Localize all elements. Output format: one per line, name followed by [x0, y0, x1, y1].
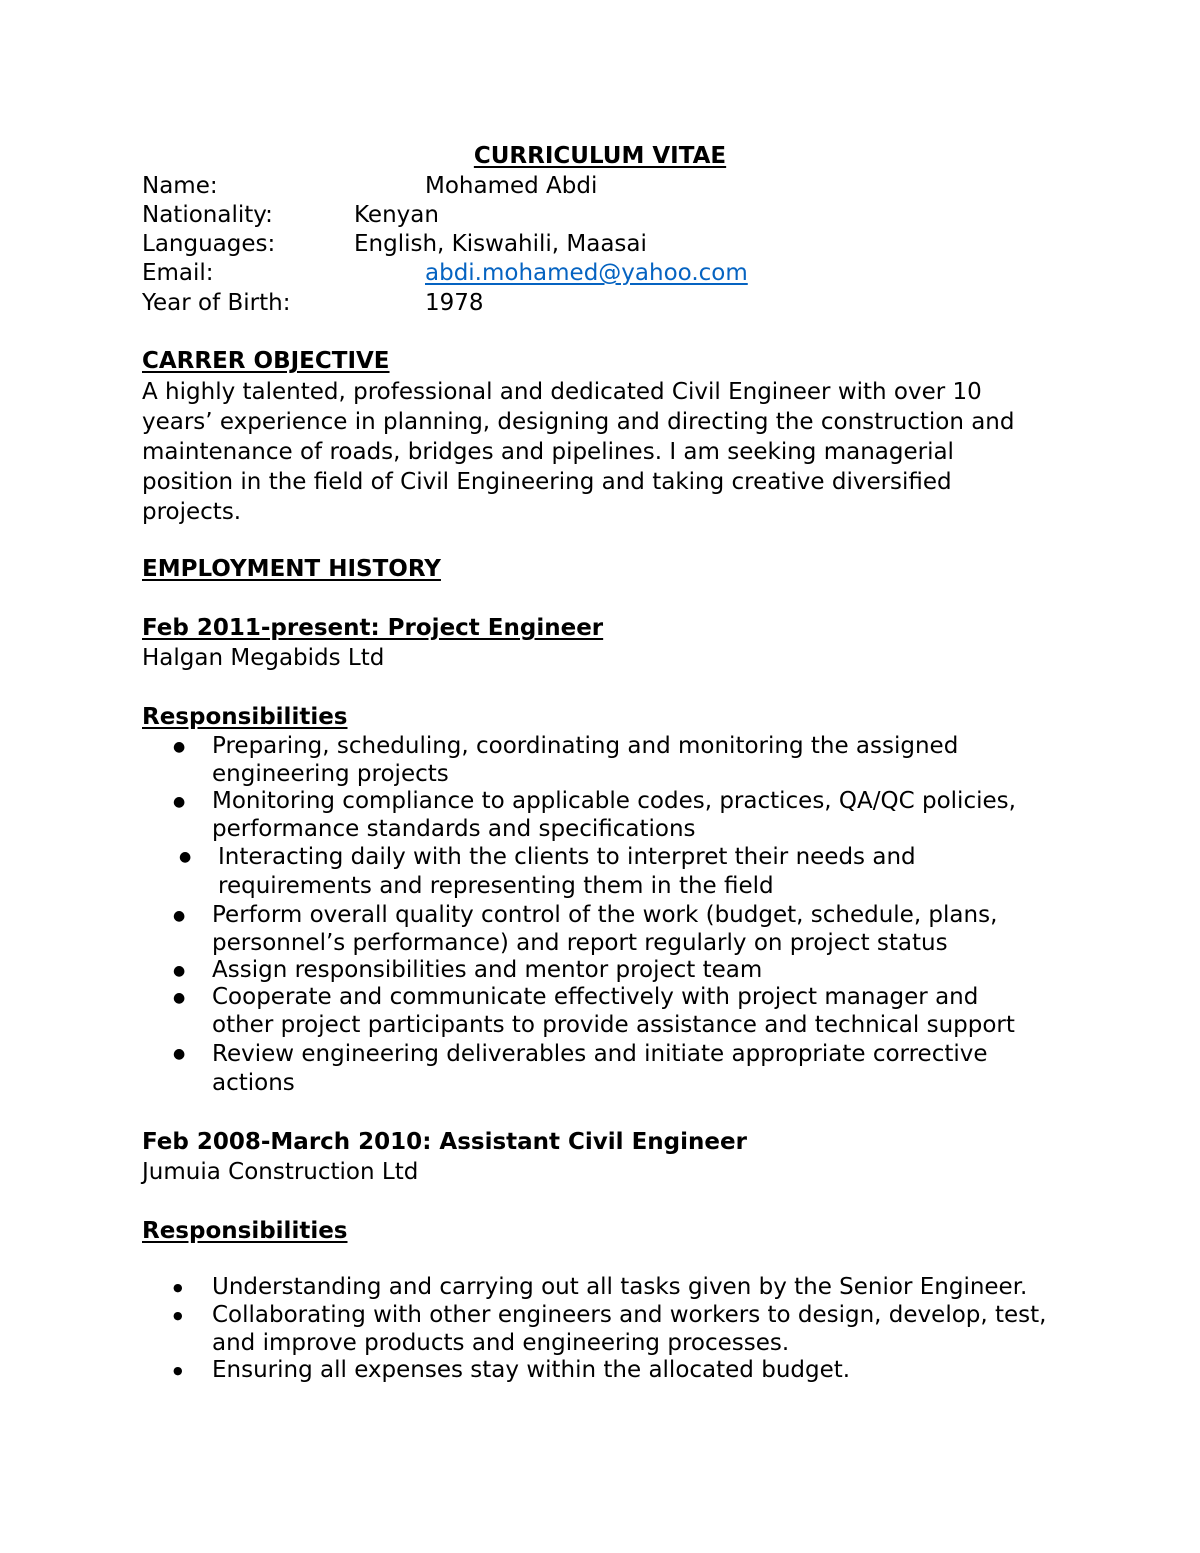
- list-item: [212, 1274, 1027, 1302]
- birth-value: 1978: [425, 290, 484, 316]
- list-item-line: Review engineering deliverables and initiate appropriate corrective: [212, 1041, 988, 1067]
- bullet-icon: ●: [173, 908, 186, 924]
- nationality-value: Kenyan: [354, 202, 439, 228]
- list-item-line: Collaborating with other engineers and workers to design, develop, test,: [212, 1302, 1047, 1328]
- list-item: [212, 788, 1016, 843]
- bullet-icon: ●: [173, 963, 186, 979]
- list-item-line: Preparing, scheduling, coordinating and monitoring the assigned: [212, 733, 959, 759]
- document-title: CURRICULUM VITAE: [473, 143, 727, 169]
- list-item: [212, 984, 1015, 1039]
- list-item-line: Perform overall quality control of the work (budget, schedule, plans,: [212, 902, 998, 928]
- list-item: [212, 902, 997, 957]
- name-label: Name:: [142, 173, 218, 199]
- list-item-line: Cooperate and communicate effectively with project manager and: [212, 984, 979, 1010]
- responsibilities-heading: Responsibilities: [142, 704, 348, 730]
- job-title: Feb 2008-March 2010: Assistant Civil Engineer: [142, 1129, 747, 1155]
- responsibilities-heading: Responsibilities: [142, 1218, 348, 1244]
- list-item-line: other project participants to provide assistance and technical support: [212, 1011, 1015, 1038]
- list-item-line: Interacting daily with the clients to interpret their needs and: [218, 844, 916, 870]
- bullet-icon: ●: [173, 1046, 186, 1062]
- list-item-line: performance standards and specifications: [212, 815, 696, 842]
- languages-value: English, Kiswahili, Maasai: [354, 231, 647, 257]
- bullet-icon: ●: [173, 739, 186, 755]
- list-item: [212, 1357, 850, 1385]
- name-value: Mohamed Abdi: [425, 173, 598, 199]
- list-item: [212, 957, 762, 985]
- languages-label: Languages:: [142, 231, 276, 257]
- list-item-line: and improve products and engineering processes.: [212, 1329, 790, 1356]
- list-item-line: Assign responsibilities and mentor project team: [212, 957, 763, 983]
- job-company: Jumuia Construction Ltd: [142, 1159, 419, 1185]
- job-company: Halgan Megabids Ltd: [142, 645, 385, 671]
- bullet-icon: ●: [173, 1281, 183, 1294]
- nationality-label: Nationality:: [142, 202, 273, 228]
- list-item-line: Understanding and carrying out all tasks given by the Senior Engineer.: [212, 1274, 1028, 1300]
- bullet-icon: ●: [173, 990, 186, 1006]
- list-item-line: personnel’s performance) and report regularly on project status: [212, 929, 948, 956]
- bullet-icon: ●: [173, 1309, 183, 1322]
- objective-heading: CARRER OBJECTIVE: [142, 348, 390, 374]
- list-item: [212, 733, 958, 788]
- list-item-line: actions: [212, 1070, 295, 1096]
- objective-line: years’ experience in planning, designing and directing the construction and: [142, 409, 1015, 435]
- objective-line: projects.: [142, 499, 242, 525]
- list-item-line: Monitoring compliance to applicable codes, practices, QA/QC policies,: [212, 788, 1016, 814]
- objective-line: maintenance of roads, bridges and pipelines. I am seeking managerial: [142, 439, 954, 465]
- bullet-icon: ●: [173, 794, 186, 810]
- objective-paragraph: [142, 377, 1052, 527]
- bullet-icon: ●: [173, 1364, 183, 1377]
- list-item-line: Ensuring all expenses stay within the allocated budget.: [212, 1357, 851, 1383]
- objective-line: A highly talented, professional and dedicated Civil Engineer with over 10: [142, 379, 982, 405]
- birth-label: Year of Birth:: [142, 290, 291, 316]
- list-item: [218, 843, 916, 901]
- objective-line: position in the field of Civil Engineering and taking creative diversified: [142, 469, 952, 495]
- email-link[interactable]: abdi.mohamed@yahoo.com: [425, 260, 748, 286]
- bullet-icon: ●: [179, 849, 192, 865]
- list-item: [212, 1040, 988, 1098]
- list-item: [212, 1302, 1046, 1357]
- email-label: Email:: [142, 260, 214, 286]
- list-item-line: requirements and representing them in the field: [218, 873, 774, 899]
- employment-heading: EMPLOYMENT HISTORY: [142, 556, 441, 582]
- job-title: Feb 2011-present: Project Engineer: [142, 615, 604, 641]
- list-item-line: engineering projects: [212, 760, 449, 787]
